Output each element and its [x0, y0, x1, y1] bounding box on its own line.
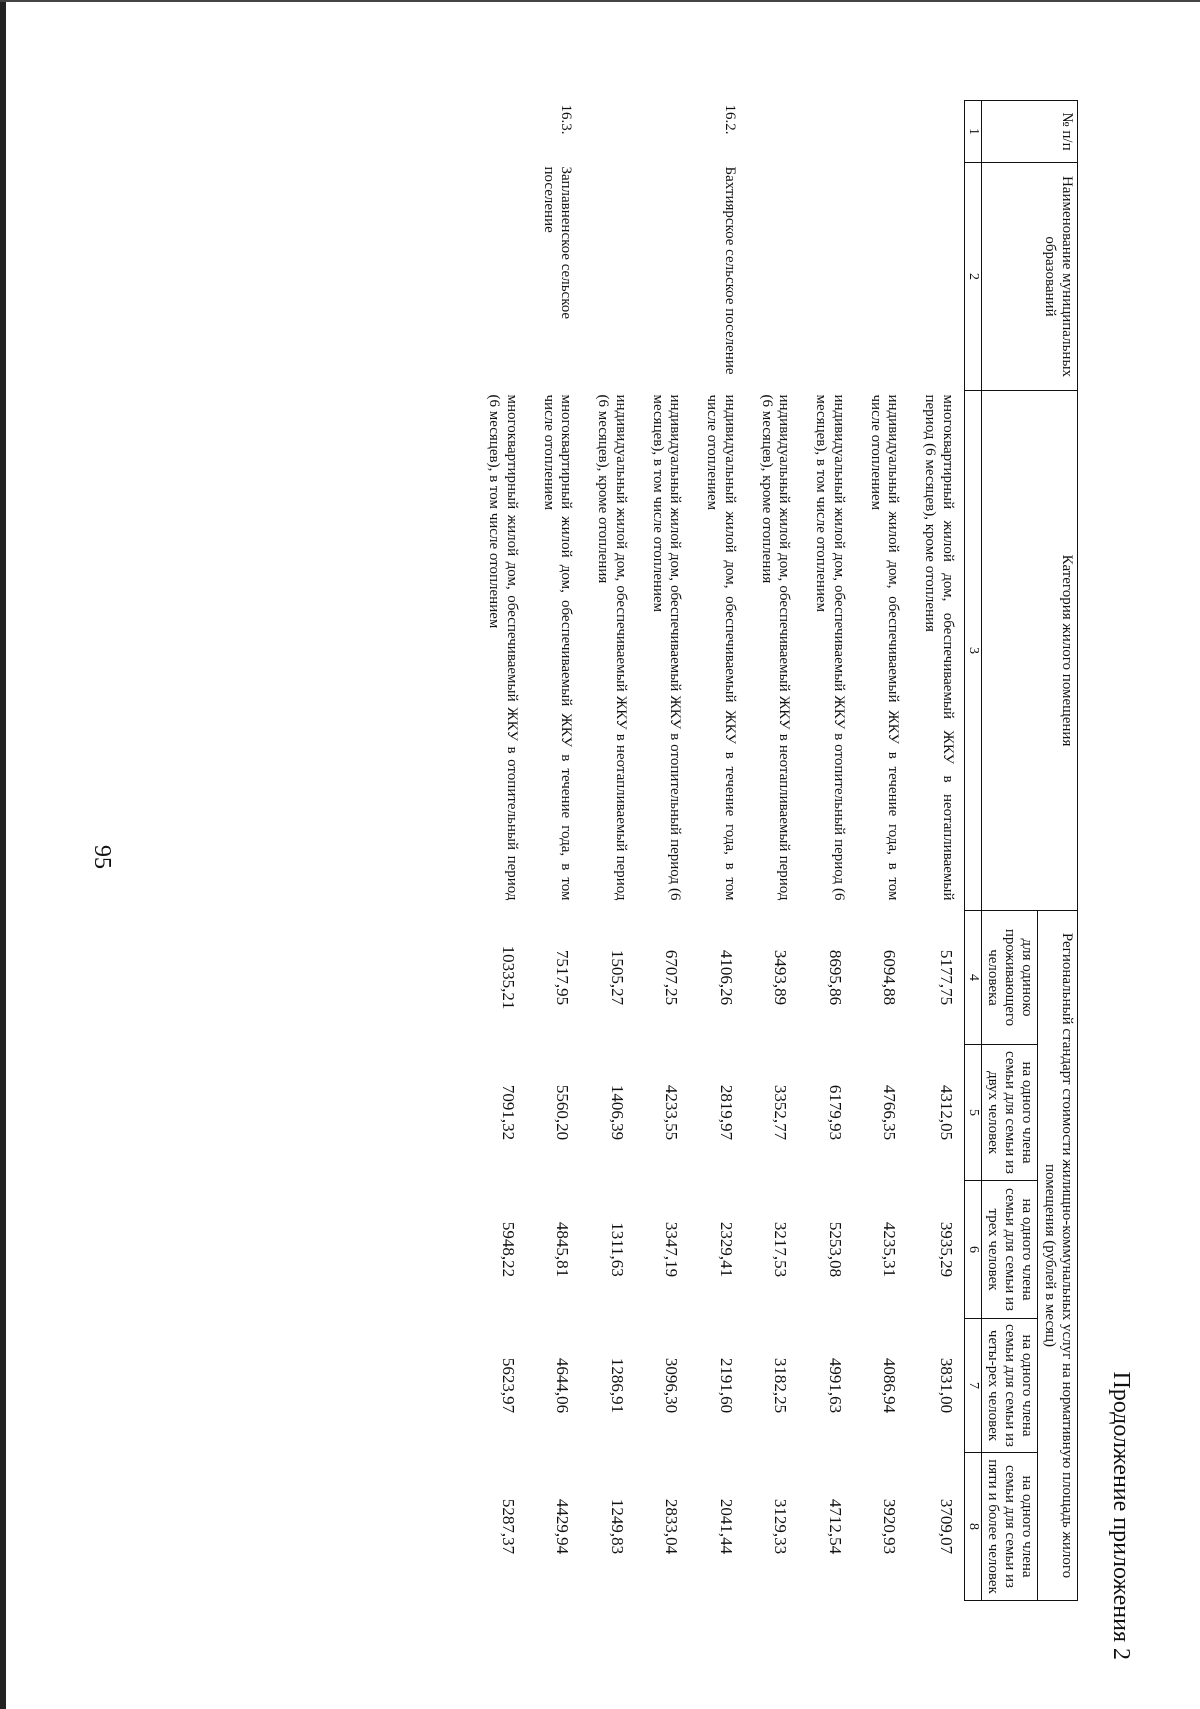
housing-category: многоквартирный жилой дом, обеспечиваемый ЖКУ в неотапливаемый период (6 месяцев), кроме отопления [922, 394, 956, 901]
header-num: № п/п [981, 101, 1077, 163]
row-number [794, 101, 849, 163]
value-four: 4644,06 [553, 1357, 573, 1414]
value-single: 4106,26 [716, 949, 736, 1006]
value-two: 3352,77 [771, 1084, 791, 1141]
value-five-plus: 3920,93 [880, 1498, 900, 1555]
table-row [685, 101, 740, 1601]
municipality-name [467, 163, 522, 391]
table-row [849, 101, 904, 1601]
value-three: 3217,53 [771, 1221, 791, 1278]
value-three: 4845,81 [553, 1221, 573, 1278]
value-two: 5560,20 [553, 1084, 573, 1141]
column-number: 3 [964, 391, 981, 911]
table-row [631, 101, 686, 1601]
municipality-name [849, 163, 904, 391]
column-number: 6 [964, 1181, 981, 1319]
value-five-plus: 1249,83 [607, 1498, 627, 1555]
value-four: 1286,91 [607, 1357, 627, 1414]
municipality-name [794, 163, 849, 391]
municipality-name [631, 163, 686, 391]
header-family-five-plus: на одного члена семьи для семьи из пяти и более человек [981, 1453, 1038, 1601]
header-category: Категория жилого помещения [981, 391, 1077, 911]
housing-category: индивидуальный жилой дом, обеспечиваемый ЖКУ в отопительный период (6 месяцев), в том числе отоплением [813, 394, 847, 901]
housing-category: индивидуальный жилой дом, обеспечиваемый ЖКУ в неотапливаемый период (6 месяцев), кроме отопления [595, 394, 629, 901]
value-four: 2191,60 [716, 1357, 736, 1414]
housing-category: многоквартирный жилой дом, обеспечиваемый ЖКУ в течение года, в том числе отоплением [540, 394, 575, 901]
column-number: 1 [964, 101, 981, 163]
value-single: 8695,86 [825, 949, 845, 1006]
value-single: 7517,95 [553, 949, 573, 1006]
column-number: 5 [964, 1045, 981, 1181]
housing-category: индивидуальный жилой дом, обеспечиваемый ЖКУ в течение года, в том числе отоплением [704, 394, 738, 901]
row-number [576, 101, 631, 163]
value-five-plus: 3129,33 [771, 1498, 791, 1555]
housing-category: индивидуальный жилой дом, обеспечиваемый ЖКУ в неотапливаемый период (6 месяцев), кроме отопления [758, 394, 793, 901]
municipality-name: Бахтиярское сельское поселение [721, 166, 738, 375]
scan-edge-top [0, 0, 1200, 2]
value-four: 3182,25 [771, 1357, 791, 1414]
header-single-person: для одиноко проживающего человека [981, 911, 1038, 1045]
table-row [794, 101, 849, 1601]
value-two: 7091,32 [498, 1084, 518, 1141]
page-number: 95 [89, 845, 115, 869]
value-four: 3096,30 [662, 1357, 682, 1414]
row-number [903, 101, 964, 163]
header-standard-group: Региональный стандарт стоимости жилищно-коммунальных услуг на нормативную площадь жилого помещения (рублей в месяц) [1038, 911, 1078, 1601]
value-three: 2329,41 [716, 1221, 736, 1278]
municipality-name [576, 163, 631, 391]
table-row [903, 101, 964, 1601]
table-row [522, 101, 577, 1601]
column-number: 8 [964, 1453, 981, 1601]
row-number [740, 101, 795, 163]
column-number: 2 [964, 163, 981, 391]
value-two: 4312,05 [936, 1084, 956, 1141]
value-three: 5253,08 [825, 1221, 845, 1278]
value-three: 1311,63 [607, 1222, 627, 1277]
value-single: 3493,89 [771, 949, 791, 1006]
value-five-plus: 2833,04 [662, 1498, 682, 1555]
row-number: 16.3. [558, 104, 575, 135]
value-five-plus: 4712,54 [825, 1498, 845, 1555]
housing-category: многоквартирный жилой дом, обеспечиваемый ЖКУ в отопительный период (6 месяцев), в том числе отоплением [486, 394, 520, 901]
value-five-plus: 2041,44 [716, 1498, 736, 1555]
header-family-two: на одного члена семьи для семьи из двух человек [981, 1045, 1038, 1181]
value-five-plus: 3709,07 [936, 1498, 956, 1555]
appendix-title: Продолжение приложения 2 [1108, 1371, 1134, 1660]
rotated-document-page [60, 60, 1140, 1660]
row-number [849, 101, 904, 163]
value-two: 1406,39 [607, 1084, 627, 1141]
municipality-name: Заплавненское сельское поселение [540, 166, 575, 320]
value-three: 3347,19 [662, 1221, 682, 1278]
header-family-three: на одного члена семьи для семьи из трех человек [981, 1181, 1038, 1319]
value-four: 4991,63 [825, 1357, 845, 1414]
value-four: 4086,94 [880, 1357, 900, 1414]
municipality-name [740, 163, 795, 391]
value-three: 4235,31 [880, 1221, 900, 1278]
housing-category: индивидуальный жилой дом, обеспечиваемый ЖКУ в течение года, в том числе отоплением [867, 394, 902, 901]
column-number: 7 [964, 1319, 981, 1453]
value-five-plus: 4429,94 [553, 1498, 573, 1555]
header-municipality: Наименование муниципальных образований [981, 163, 1077, 391]
value-three: 5948,22 [498, 1221, 518, 1278]
value-two: 6179,93 [825, 1084, 845, 1141]
value-three: 3935,29 [936, 1221, 956, 1278]
value-single: 1505,27 [607, 949, 627, 1006]
value-single: 5177,75 [936, 949, 956, 1006]
column-number: 4 [964, 911, 981, 1045]
row-number [467, 101, 522, 163]
value-single: 6094,88 [880, 949, 900, 1006]
value-two: 2819,97 [716, 1084, 736, 1141]
value-single: 10335,21 [498, 945, 518, 1010]
header-family-four: на одного члена семьи для семьи из четы-рех человек [981, 1319, 1038, 1453]
municipality-name [903, 163, 964, 391]
housing-cost-standard-table [467, 100, 1078, 1601]
row-number: 16.2. [721, 104, 738, 135]
value-four: 3831,00 [936, 1357, 956, 1414]
value-two: 4766,35 [880, 1084, 900, 1141]
value-five-plus: 5287,37 [498, 1498, 518, 1555]
table-row [740, 101, 795, 1601]
row-number [631, 101, 686, 163]
value-single: 6707,25 [662, 949, 682, 1006]
housing-category: индивидуальный жилой дом, обеспечиваемый ЖКУ в отопительный период (6 месяцев), в том числе отоплением [649, 394, 684, 901]
value-four: 5623,97 [498, 1357, 518, 1414]
table-row [467, 101, 522, 1601]
value-two: 4233,55 [662, 1084, 682, 1141]
table-row [576, 101, 631, 1601]
scan-edge-left [0, 0, 6, 1709]
